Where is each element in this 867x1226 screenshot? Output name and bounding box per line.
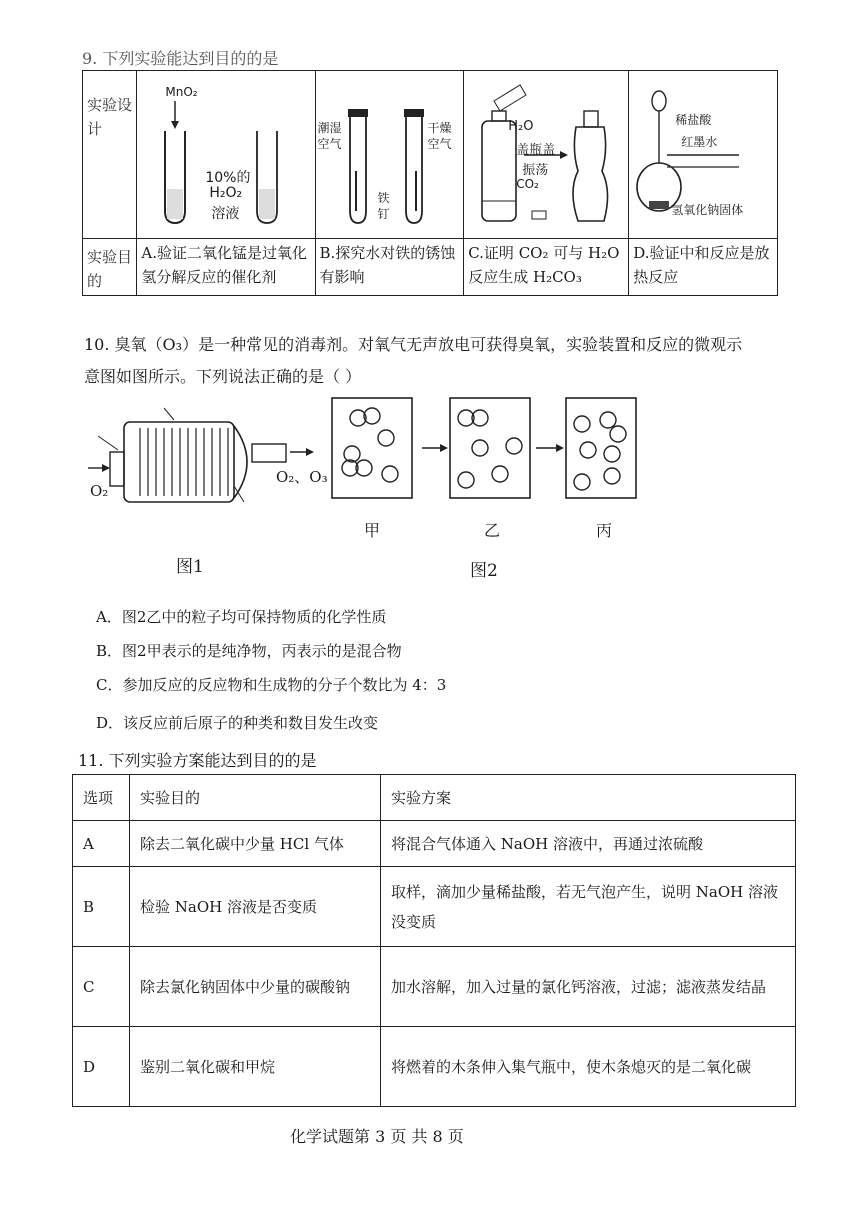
q9-apparatus-a	[137, 71, 315, 239]
q11-table	[72, 774, 796, 1107]
q9-row-head-design: 实验设计	[83, 71, 137, 239]
q11-cell-purpose: 除去氯化钠固体中少量的碳酸钠	[130, 947, 381, 1027]
q9-row-head-purpose: 实验目的	[83, 239, 137, 296]
q9-apparatus-c	[464, 71, 629, 239]
mno2-label: MnO₂	[165, 85, 198, 99]
q11-cell-option: A	[73, 821, 130, 867]
q11-header-purpose: 实验目的	[130, 775, 381, 821]
q11-cell-option: B	[73, 867, 130, 947]
q9-apparatus-b	[315, 71, 464, 239]
q11-title: 11. 下列实验方案能达到目的的是	[78, 751, 317, 770]
q10-title-line2: 意图如图所示。下列说法正确的是（ ）	[84, 367, 362, 386]
q10-option-c: C．参加反应的反应物和生成物的分子个数比为 4：3	[96, 676, 447, 694]
c-cap-label: 盖瓶盖	[516, 143, 556, 158]
q9-purpose-a: A.验证二氧化锰是过氧化氢分解反应的催化剂	[137, 239, 315, 296]
q11-header-plan: 实验方案	[381, 775, 796, 821]
h2o2-label: 10%的	[205, 170, 251, 186]
q11-cell-plan: 取样，滴加少量稀盐酸，若无气泡产生，说明 NaOH 溶液没变质	[381, 867, 796, 947]
d-hcl-label: 稀盐酸	[675, 113, 712, 127]
q11-cell-purpose: 除去二氧化碳中少量 HCl 气体	[130, 821, 381, 867]
q10-option-d: D．该反应前后原子的种类和数目发生改变	[96, 714, 379, 732]
dry-air-label: 干燥	[427, 121, 452, 135]
c-shake-label: 振荡	[522, 163, 549, 178]
box-label-jia: 甲	[364, 521, 381, 540]
micro-diagram-figure	[330, 396, 640, 502]
q11-cell-plan: 将燃着的木条伸入集气瓶中，使木条熄灭的是二氧化碳	[381, 1027, 796, 1107]
q9-purpose-d: D.验证中和反应是放热反应	[629, 239, 778, 296]
iron-label: 铁	[377, 191, 390, 205]
wet-air-label-2: 空气	[317, 137, 342, 151]
q11-cell-option: C	[73, 947, 130, 1027]
wet-air-label: 潮湿	[317, 121, 342, 135]
q11-cell-plan: 将混合气体通入 NaOH 溶液中，再通过浓硫酸	[381, 821, 796, 867]
box-label-bing: 丙	[596, 521, 613, 540]
q9-table	[82, 70, 778, 296]
q10-option-a: A．图2乙中的粒子均可保持物质的化学性质	[96, 608, 387, 626]
iron-label-2: 钉	[377, 207, 390, 221]
fig2-caption: 图2	[470, 561, 498, 581]
c-co2-label: CO₂	[516, 177, 539, 191]
q9-title: 9. 下列实验能达到目的的是	[82, 49, 279, 68]
q11-cell-purpose: 鉴别二氧化碳和甲烷	[130, 1027, 381, 1107]
dry-air-label-2: 空气	[427, 137, 452, 151]
h2o2-solution-label: 溶液	[211, 206, 240, 222]
box-label-yi: 乙	[484, 521, 501, 540]
q9-purpose-c: C.证明 CO₂ 可与 H₂O 反应生成 H₂CO₃	[464, 239, 629, 296]
q9-apparatus-d	[629, 71, 778, 239]
q9-purpose-b: B.探究水对铁的锈蚀有影响	[315, 239, 464, 296]
q11-cell-plan: 加水溶解，加入过量的氯化钙溶液，过滤；滤液蒸发结晶	[381, 947, 796, 1027]
fig1-input-label: O₂	[90, 482, 109, 500]
q11-header-option: 选项	[73, 775, 130, 821]
d-naoh-label: 氢氧化钠固体	[671, 203, 744, 217]
q11-cell-option: D	[73, 1027, 130, 1107]
table-row	[73, 867, 796, 947]
q10-title-line1: 10. 臭氧（O₃）是一种常见的消毒剂。对氧气无声放电可获得臭氧，实验装置和反应的微观示	[84, 335, 743, 354]
h2o2-formula-label: H₂O₂	[209, 185, 243, 201]
page-footer: 化学试题第 3 页 共 8 页	[290, 1127, 464, 1146]
table-row	[73, 1027, 796, 1107]
fig1-output-label: O₂、O₃	[276, 468, 328, 486]
table-row	[73, 947, 796, 1027]
fig1-caption: 图1	[176, 557, 204, 577]
q11-cell-purpose: 检验 NaOH 溶液是否变质	[130, 867, 381, 947]
d-ink-label: 红墨水	[681, 135, 718, 149]
c-h2o-label: H₂O	[508, 119, 534, 134]
q10-option-b: B．图2甲表示的是纯净物，丙表示的是混合物	[96, 642, 402, 660]
ozone-generator-figure	[84, 406, 324, 506]
table-row	[73, 821, 796, 867]
